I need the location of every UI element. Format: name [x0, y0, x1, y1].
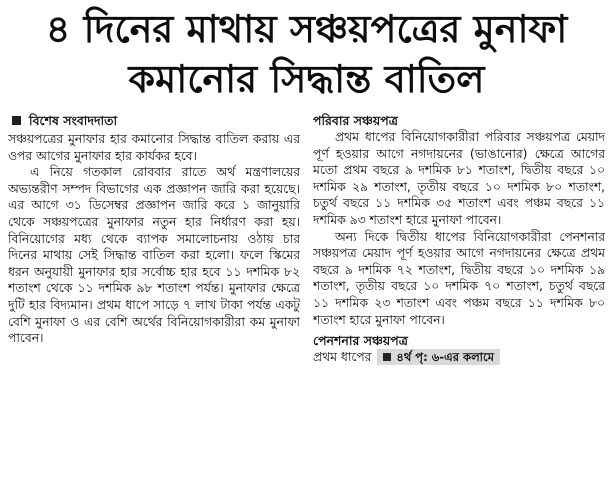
headline-line-1: ৪ দিনের মাথায় সঞ্চয়পত্রের মুনাফা: [45, 6, 568, 51]
continuation-text: ৪র্থ পৃ: ৬-এর কলামে: [396, 350, 494, 365]
byline-text: বিশেষ সংবাদদাতা: [29, 113, 118, 128]
right-paragraph-2: অন্য দিকে দ্বিতীয় ধাপের বিনিয়োগকারীরা পেনশনার সঞ্চয়পত্র মেয়াদ পূর্ণ হওয়ার আগে নগদায়নের ক্ষেত্রে প্রথম বছরে ৯ দশমিক ৭২ শতাংশ, দ্বিতীয় বছরে ১০ দশমিক ১৯ শতাংশ, তৃতীয় বছরে ১০ দশমিক ৭০ শতাংশ, চতুর্থ বছরে ১১ দশমিক ২৩ শতাংশ এবং পঞ্চম বছরে ১১ দশমিক ৮০ শতাংশ হারে মুনাফা পাবেন।: [313, 229, 605, 327]
left-paragraph-2: এ নিয়ে গতকাল রোববার রাতে অর্থ মন্ত্রণালয়ের অভ্যন্তরীণ সম্পদ বিভাগের এক প্রজ্ঞাপন জারি করা হয়েছে।এর আগে ৩১ ডিসেম্বর প্রজ্ঞাপন জারি করে ১ জানুয়ারি থেকে সঞ্চয়পত্রের মুনাফার নতুন হার নির্ধারণ করা হয়। বিনিয়োগের মধ্য থেকে ব্যাপক সমালোচনায় ওঠায় চার দিনের মাথায় সেই সিদ্ধান্ত বাতিল করা হলো। ফলে স্কিমের ধরন অনুযায়ী মুনাফার হার সর্বোচ্চ হার হবে ১১ দশমিক ৮২ শতাংশ থেকে ১১ দশমিক ৯৮ শতাংশ পর্যন্ত। মুনাফার ক্ষেত্রে দুটি হার বিদ্যমান। প্রথম ধাপে সাড়ে ৭ লাখ টাকা পর্যন্ত একটু বেশি মুনাফা ও এর বেশি অর্থের বিনিয়োগকারীরা কম মুনাফা পাবেন।: [8, 165, 300, 346]
left-column: [8, 112, 300, 366]
byline: [8, 112, 300, 129]
left-paragraph-1: সঞ্চয়পত্রের মুনাফার হার কমানোর সিদ্ধান্ত বাতিল করায় এর ওপর আগের মুনাফার হার কার্যকর হবে।: [8, 132, 300, 163]
continuation-box: [377, 349, 500, 365]
headline: [8, 4, 605, 104]
right-column: [313, 112, 605, 366]
square-bullet-icon: [383, 353, 391, 361]
headline-line-2: কমানোর সিদ্ধান্ত বাতিল: [128, 56, 485, 101]
subhead-family-savings: পরিবার সঞ্চয়পত্র: [313, 113, 398, 128]
square-bullet-icon: [12, 116, 21, 125]
right-paragraph-1: প্রথম ধাপের বিনিয়োগকারীরা পরিবার সঞ্চয়পত্র মেয়াদ পূর্ণ হওয়ার আগে নগদায়নের (ভাঙানোর) ক্ষেত্রে আগের মতো প্রথম বছরে ৯ দশমিক ৮১ শতাংশ, দ্বিতীয় বছরে ১০ দশমিক ২৯ শতাংশ, তৃতীয় বছরে ১০ দশমিক ৮০ শতাংশ, চতুর্থ বছরে ১১ দশমিক ৩৫ শতাংশ এবং পঞ্চম বছরে ১১ দশমিক ৯৩ শতাংশ হারে মুনাফা পাবেন।: [313, 130, 605, 227]
subhead-pensioner-savings: পেনশনার সঞ্চয়পত্র: [313, 333, 408, 349]
last-line-text: প্রথম ধাপের: [313, 350, 372, 365]
article-columns: [8, 112, 605, 366]
continuation-row: [313, 349, 605, 366]
